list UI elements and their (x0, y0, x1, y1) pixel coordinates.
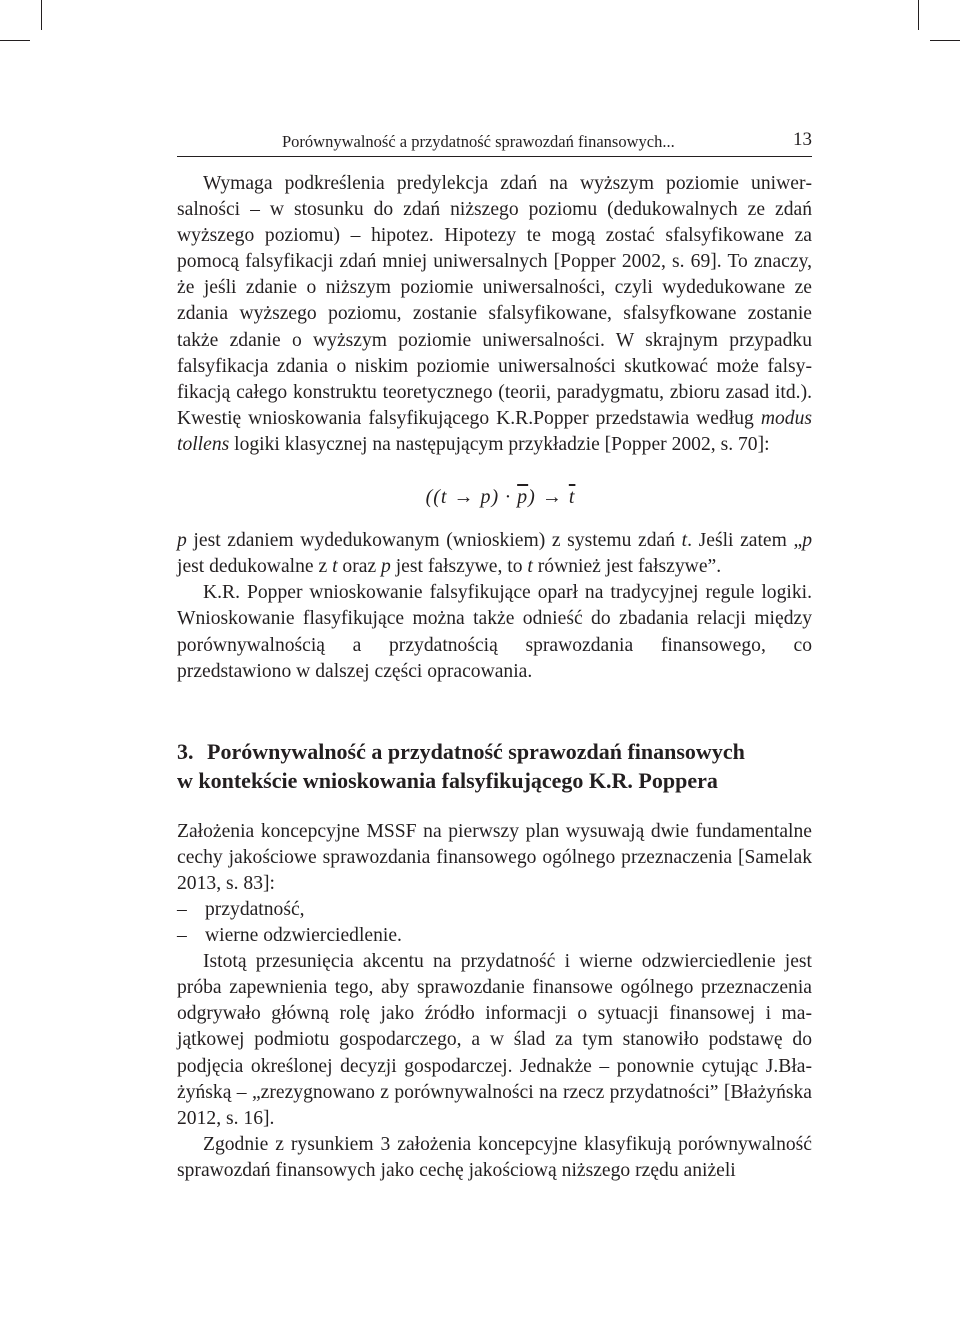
section-heading (177, 737, 812, 795)
paragraph-2-seg-5: jest fałszywe, to (390, 556, 528, 578)
running-head (177, 130, 812, 157)
formula-arrow-1: → (447, 486, 481, 509)
paragraph-1 (177, 171, 812, 458)
formula (177, 484, 812, 510)
var-p: p (802, 530, 812, 552)
paragraph-5: Istotą przesunięcia akcentu na przydatność i wierne odzwierciedlenie jest próba zapewnienia tego, aby sprawozdanie finansowe ogólnego przeznaczenia odgrywało główną rolę jako źródło informacji o sytuacji finansowej i majątkowej podmiotu gospodarczego, a w ślad za tym stanowiło podstawę do podjęcia określonej decyzji gospodarczej. Jednakże – ponownie cytując J.Błażyńską – „zrezygnowano z porównywalności na rzecz przydatności” [Błażyńska 2012, s. 16]. (177, 951, 812, 1129)
paragraph-2-seg-3: jest dedukowalne z (177, 556, 333, 578)
list-item (177, 897, 812, 923)
paragraph-1-italic: modus tollens (177, 407, 812, 455)
crop-mark-right (918, 0, 919, 30)
crop-mark-right-horizontal (930, 40, 960, 41)
running-title: Porównywalność a przydatność sprawozdań finansowych... (282, 132, 675, 151)
paragraph-1-text-b: logiki klasycznej na następującym przykładzie [Popper 2002, s. 70]: (229, 433, 770, 455)
var-t: t (681, 530, 688, 552)
formula-p: p (480, 486, 492, 509)
paragraph-2-seg-1: jest zdaniem wydedukowanym (wnioskiem) z systemu zdań (186, 530, 682, 552)
section-heading-line-1 (177, 737, 812, 766)
paragraph-4: Założenia koncepcyjne MSSF na pierwszy plan wysuwają dwie fundamentalne cechy jakościowe sprawozdania finansowego ogólnego przeznaczenia [Samelak 2013, s. 83]: (177, 820, 812, 894)
section-heading-text-1: Porównywalność a przydatność sprawozdań finansowych (207, 738, 745, 764)
paragraph-3: K.R. Popper wnioskowanie falsyfikujące oparł na tradycyjnej regule logiki. Wnioskowanie flasyfikujące można także odnieść do zbadania relacji między porównywalnością a przydatnością sprawozdania finansowego, co przedstawiono w dalszej części opracowania. (177, 582, 812, 682)
list-item-text: wierne odzwierciedlenie. (205, 925, 402, 947)
paragraph-2-seg-2: . Jeśli zatem „ (687, 530, 803, 552)
list-dash: – (177, 898, 187, 920)
paragraph-2-seg-4: oraz (337, 556, 382, 578)
list-item (177, 923, 812, 949)
page-number: 13 (793, 129, 812, 150)
formula-close-2: ) (528, 486, 542, 509)
formula-arrow-2: → (541, 486, 569, 509)
paragraph-2-seg-6: również jest fałszywe”. (532, 556, 722, 578)
formula-close-1: ) · (491, 486, 518, 509)
var-t: t (332, 556, 338, 578)
paragraph-1-text-a: Wymaga podkreślenia predylekcja zdań na wyższym poziomie uniwersalności – w stosunku do zdań niższego poziomu (dedukowalnych ze zdań wyższego poziomu) – hipotez. Hipotezy te mogą zostać sfalsyfikowane za pomocą falsyfikacji zdań mniej uniwersalnych [Popper 2002, s. 69]. To znaczy, że jeśli zdanie o niższym poziomie uniwersalności, czyli wydedukowane ze zdania wyższego poziomu, zostanie sfalsyfikowane, sfalsyfkowane zostanie także zdanie o wyższym poziomie uniwersalności. W skrajnym przypadku falsyfikacja zdania o niskim poziomie uniwersalności skutkować może falsyfikacją całego konstruktu teoretycznego (teorii, paradygmatu, zbioru zasad itd.). Kwestię wnioskowania falsyfikującego K.R.Popper przedstawia według (177, 173, 812, 429)
formula-open: (( (425, 486, 441, 509)
paragraph-2 (177, 528, 812, 580)
var-p: p (381, 556, 391, 578)
var-p: p (177, 530, 187, 552)
var-t: t (527, 556, 533, 578)
section-heading-text-2: w kontekście wnioskowania falsyfikującego K.R. Poppera (177, 767, 718, 793)
section-number: 3. (177, 738, 194, 764)
crop-mark-left (41, 0, 42, 30)
paragraph-6: Zgodnie z rysunkiem 3 założenia koncepcyjne klasyfikują porównywalność sprawozdań finansowych jako cechę jakościową niższego rzędu aniżeli (177, 1133, 812, 1181)
formula-t-negated: $\overline{t}$ (568, 486, 576, 509)
list-dash: – (177, 925, 187, 947)
body-text (177, 171, 812, 1184)
list-item-text: przydatność, (205, 898, 305, 920)
formula-t: t (440, 486, 448, 509)
formula-p-negated: $\overline{p}$ (517, 486, 529, 509)
crop-mark-left-horizontal (0, 40, 30, 41)
